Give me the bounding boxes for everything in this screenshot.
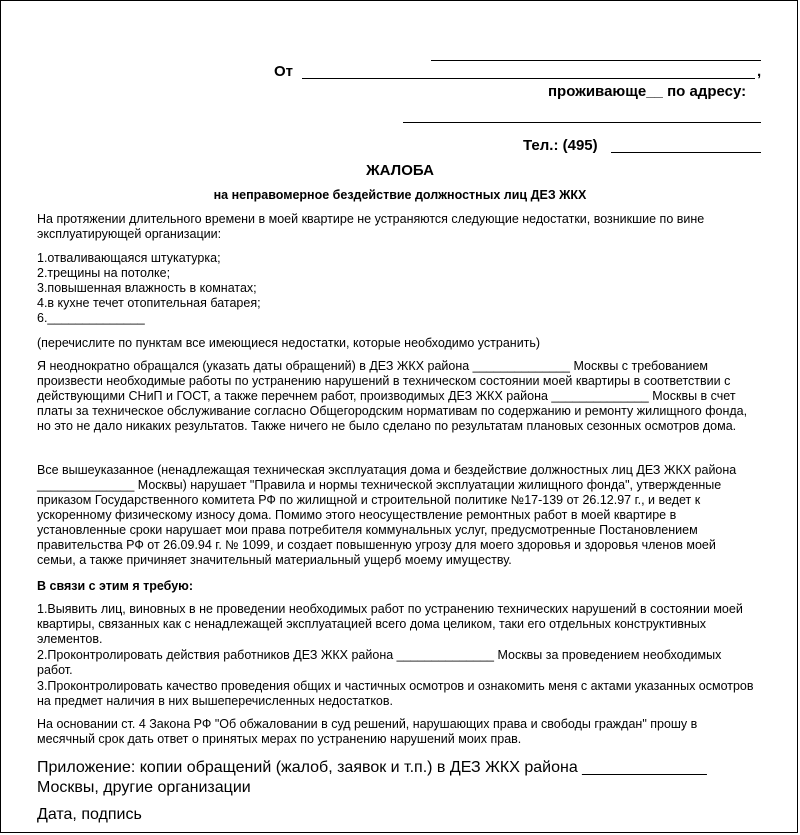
list-item: 1.отваливающаяся штукатурка; xyxy=(37,251,221,265)
demand-item: 1.Выявить лиц, виновных в не проведении необходимых работ по устранению технических нарушений в состоянии моей квартиры, связанных как с ненадлежащей эксплуатацией всего дома целиком, таки его отдельных конструктивных элементов. xyxy=(37,602,743,646)
from-comma: , xyxy=(757,63,762,80)
intro-paragraph: На протяжении длительного времени в моей квартире не устраняются следующие недостатки, возникшие по вине эксплуатирующей организации: xyxy=(37,212,705,241)
list-item: 4.в кухне течет отопительная батарея; xyxy=(37,296,261,310)
phone-blank-line[interactable] xyxy=(611,152,761,153)
from-label: От xyxy=(274,63,294,80)
closing-paragraph: На основании ст. 4 Закона РФ "Об обжаловании в суд решений, нарушающих права и свободы граждан" прошу в месячный срок дать ответ о принятых мерах по устранению нарушений моих прав. xyxy=(37,717,698,746)
list-item: 6.______________ xyxy=(37,311,145,325)
signature-label: Дата, подпись xyxy=(37,806,142,823)
demand-item: 2.Проконтролировать действия работников ДЕЗ ЖКХ района ______________ Москвы за проведением необходимых работ. xyxy=(37,648,722,677)
defects-note: (перечислите по пунктам все имеющиеся недостатки, которые необходимо устранить) xyxy=(37,336,541,350)
paragraph-violations: Все вышеуказанное (ненадлежащая техническая эксплуатация дома и бездействие должностных лиц ДЕЗ ЖКХ района ______________ Москвы) нарушает "Правила и нормы технической эксплуатации жилищного фонда", утвержденные приказом Государственного комитета РФ по жилищной и строительной политике №17-139 от 26.12.97 г., и ведет к ускоренному физическому износу дома. Помимо этого неосуществление ремонтных работ в моей квартире в установленные сроки нарушает мои права потребителя коммунальных услуг, предусмотренные Постановлением правительства РФ от 26.09.94 г. № 1099, и создает повышенную угрозу для моего здоровья и здоровья членов моей семьи, а также причиняет значительный материальный ущерб моему имуществу. xyxy=(37,463,737,567)
paragraph-appeals: Я неоднократно обращался (указать даты обращений) в ДЕЗ ЖКХ района ______________ Москвы с требованием произвести необходимые работы по устранению нарушений в техническом состоянии моей квартиры в соответствии с действующими СНиП и ГОСТ, а также перечнем работ, производимых ДЕЗ ЖКХ района ______________ Москвы в счет платы за техническое обслуживание согласно Общегородским нормативам по содержанию и ремонту жилищного фонда, но это не дало никаких результатов. Также ничего не было сделано по результатам плановых сезонных осмотров дома. xyxy=(37,359,748,433)
list-item: 3.повышенная влажность в комнатах; xyxy=(37,281,257,295)
attachment-line-2: Москвы, другие организации xyxy=(37,779,251,796)
demand-heading: В связи с этим я требую: xyxy=(37,579,193,593)
phone-label: Тел.: (495) xyxy=(523,137,598,154)
demand-item: 3.Проконтролировать качество проведения общих и частичных осмотров и ознакомить меня с актами указанных осмотров на предмет наличия в них вышеперечисленных недостатков. xyxy=(37,679,754,708)
address-label: проживающе__ по адресу: xyxy=(548,83,747,100)
defects-list xyxy=(37,251,757,326)
document-subtitle: на неправомерное бездействие должностных лиц ДЕЗ ЖКХ xyxy=(213,188,587,202)
header-blank-line-1[interactable] xyxy=(431,60,761,61)
address-blank-line[interactable] xyxy=(403,122,761,123)
attachment-line: Приложение: копии обращений (жалоб, заявок и т.п.) в ДЕЗ ЖКХ района ______________ xyxy=(37,759,707,776)
list-item: 2.трещины на потолке; xyxy=(37,266,171,280)
document-title: ЖАЛОБА xyxy=(366,162,434,179)
from-blank-line[interactable] xyxy=(302,78,755,79)
